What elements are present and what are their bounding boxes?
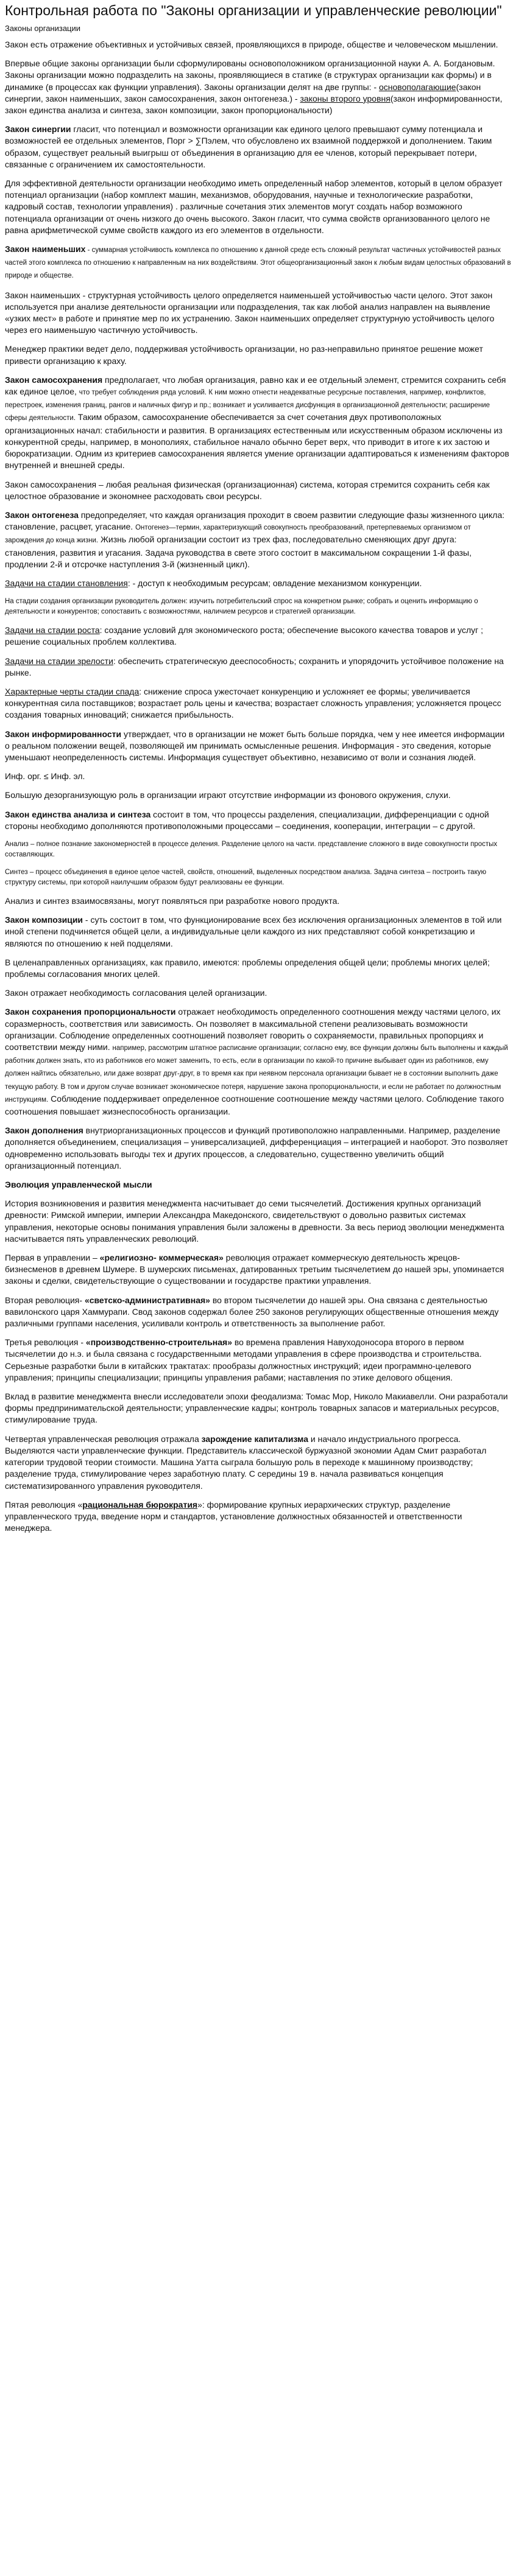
paragraph bbox=[5, 839, 511, 860]
text-run: (закон синергии, закон наименьших, закон самосохранения, закон онтогенеза.) - bbox=[5, 82, 481, 103]
text-run: Закон самосохранения – любая реальная физическая (организационная) система, которая стремится сохранить себя как целостное образование и экономнее расходовать свои ресурсы. bbox=[5, 479, 490, 501]
text-run: - суть состоит в том, что функционирование всех без исключения организационных элементов в той или иной степени подчиняется общей цели, а индивидуальные цели каждого из них представляют собой конкретизацию и являются по отношению к ней подцелями. bbox=[5, 915, 502, 948]
text-run: во втором тысячелетии до нашей эры. Она связана с деятельностью вавилонского царя Хаммурапи. Свод законов содержал более 250 законов регулирующих общественные отношения между различными группами населения, усиливали контроль и ответственность за выполнение работ. bbox=[5, 1295, 499, 1329]
text-run: Синтез – процесс объединения в единое целое частей, свойств, отношений, выделенных посредством анализа. Задача синтеза – построить такую структуру системы, при которой наилучшим образом будут реализованы ее функции. bbox=[5, 868, 487, 886]
bold-term: Закон единства анализа и синтеза bbox=[5, 809, 151, 819]
text-run: : снижение спроса ужесточает конкуренцию и усложняет ее формы; увеличивается конкурентная сила поставщиков; возрастает роль цены и качества; возрастает сложность управления; усложняется процесс создания товарных инноваций; снижается прибыльность. bbox=[5, 686, 501, 720]
paragraph bbox=[5, 1391, 511, 1426]
paragraph bbox=[5, 867, 511, 888]
text-run: состоит в том, что процессы разделения, специализации, дифференциации с одной стороны необходимо дополняются противоположными процессами – соединения, кооперации, интеграции – с другой. bbox=[5, 809, 489, 831]
underlined-term: основополагающие bbox=[379, 82, 456, 92]
paragraph bbox=[5, 374, 511, 472]
bold-term: Закон композиции bbox=[5, 915, 83, 925]
text-run: - bbox=[85, 247, 92, 254]
text-run: На стадии создания организации руководитель должен: изучить потребительский спрос на конкретном рынке; собрать и оценить информацию о деятельности и конкурентов; сопоставить с возможностями, наличием ресурсов и стратегией организации. bbox=[5, 598, 478, 616]
text-run: утверждает, что в организации не может быть больше порядка, чем у нее имеется информации о реальном положении вещей, позволяющей им принимать осмысленные решения. Информация - это сведения, которые уменьшают неопределенность системы. Информация существует объективно, независимо от воли и сознания людей. bbox=[5, 729, 505, 762]
text-run: Для эффективной деятельности организации необходимо иметь определенный набор элементов, который в целом образует потенциал организации (набор комплект машин, механизмов, оборудования, научные и технологические разработки, кадровый состав, технологии управления) . различные сочетания этих элементов могут создать набор возможного потенциала организации от очень низкого до очень высокого. Закон гласит, что сумма свойств организованного целого не равна арифметической сумме свойств каждого из его элементов в отдельности. bbox=[5, 178, 503, 235]
text-run: (закон информированности, закон единства анализа и синтеза, закон композиции, закон пропорциональности) bbox=[5, 93, 503, 116]
text-run: Жизнь любой организации состоит из трех фаз, последовательно сменяющих друг друга: становления, развития и угасания. Задача руководства в свете этого состоит в максимальном сокращении 1-й фазы, продлении 2-й и отсрочке наступления 3-й (жизненный цикл). bbox=[5, 534, 472, 569]
text-run: предполагает, что любая организация, равно как и ее отдельный элемент, стремится сохранить себя как единое целое, bbox=[5, 374, 506, 397]
paragraph bbox=[5, 789, 511, 801]
paragraph bbox=[5, 290, 511, 337]
paragraph bbox=[5, 343, 511, 366]
bold-term: Закон наименьших bbox=[5, 244, 86, 254]
paragraph bbox=[5, 178, 511, 236]
paragraph bbox=[5, 1433, 511, 1492]
paragraph bbox=[5, 39, 511, 51]
text-run: Анализ – полное познание закономерностей в процессе деления. Разделение целого на части. представление сложного в виде совокупности простых составляющих. bbox=[5, 840, 498, 858]
paragraph bbox=[5, 124, 511, 170]
paragraph bbox=[5, 1295, 511, 1330]
paragraph bbox=[5, 479, 511, 502]
underlined-term: Задачи на стадии роста bbox=[5, 625, 100, 635]
text-run: Инф. орг. ≤ Инф. эл. bbox=[5, 771, 85, 782]
paragraph bbox=[5, 578, 511, 589]
text-run: Впервые общие законы организации были сформулированы основоположником организационной науки А. А. Богдановым. Законы организации можно подразделить на законы, проявляющиеся в статике (в структурах организации как формы) и в динамике (в процессах как функции управления). Законы организации делят на две группы: - bbox=[5, 58, 495, 92]
text-run: Вклад в развитие менеджмента внесли исследователи эпохи феодализма: Томас Мор, Николо Макиавелли. Они разработали формы предпринимательской деятельности; управленческие кадры; контроль товарных запасов и материальных ресурсов, стимулирование труда. bbox=[5, 1391, 508, 1425]
paragraph bbox=[5, 1499, 511, 1535]
text-run: отражает необходимость определенного соотношения между частями целого, их соразмерность, соответствия или зависимость. Он позволяет в максимальной степени реализовывать возможности организации. Соблюдение определенных соотношений позволяет говорить о сохраняемости, правильных пропорциях и соответствии между ними. bbox=[5, 1007, 501, 1052]
bold-term: Эволюция управленческой мысли bbox=[5, 1180, 152, 1190]
paragraph bbox=[5, 1252, 511, 1287]
underlined-term: законы второго уровня bbox=[300, 93, 391, 103]
text-run: суммарная устойчивость комплекса по отношению к данной среде есть сложный результат частичных устойчивостей разных частей этого комплекса по отношению к направленным на них воздействиям. Этот общеорганизационный закон к любым видам целостных образований в природе и обществе. bbox=[5, 247, 511, 280]
text-run: : создание условий для экономического роста; обеспечение высокого качества товаров и услуг ; решение социальных проблем коллектива. bbox=[5, 625, 484, 647]
paragraph bbox=[5, 729, 511, 764]
paragraph bbox=[5, 1006, 511, 1118]
text-run: что требует соблюдения ряда условий. К ним можно отнести неадекватные ресурсные поставления, например, конфликтов, перестроек, изменения границ, рангов и наличных фигур и пр.; возникает и усиливается дисфункция в организационной деятельности; расширение сферы деятельности. bbox=[5, 389, 490, 422]
text-run: Третья революция - bbox=[5, 1337, 86, 1348]
page-title: Контрольная работа по "Законы организации и управленческие революции" bbox=[5, 2, 502, 18]
text-run: во времена правления Навуходоносора второго в первом тысячелетии до н.э. и была связана с государственными методами управления в сфере производства и строительства. Серьезные разработки были в китайских трактатах: прообразы должностных инструкций; идеи программно-целевого управления; принципы специализации; принципы управления рабами; наставления по этике делового общения. bbox=[5, 1337, 482, 1382]
text-run: Анализ и синтез взаимосвязаны, могут появляться при разработке нового продукта. bbox=[5, 895, 340, 906]
text-run: Онтогенез—термин, характеризующий совокупность преобразований, претерпеваемых организмом от зарождения до конца жизни. bbox=[5, 524, 471, 545]
underlined-term: Задачи на стадии становления bbox=[5, 578, 128, 588]
paragraph bbox=[5, 771, 511, 782]
text-run: Соблюдение поддерживает определенное соотношение соотношение между частями целого. Соблюдение такого соотношения повышает жизнеспособность организации. bbox=[5, 1093, 504, 1117]
text-run: и начало индустриального прогресса. Выделяются части управленческие функции. Представитель классической буржуазной экономии Адам Смит разработал категории трудовой теории стоимости. Машина Уатта сыграла большую роль в переходе к машинному производству; разделение труда, стимулирование через заработную плату. С середины 19 в. начала развиваться концепция систематизированного управления руководителя. bbox=[5, 1433, 487, 1491]
paragraph bbox=[5, 1125, 511, 1172]
bold-term: рациональная бюрократия bbox=[82, 1499, 198, 1510]
text-run: : - доступ к необходимым ресурсам; овладение механизмом конкуренции. bbox=[127, 578, 422, 588]
paragraph bbox=[5, 686, 511, 721]
bold-term: Закон самосохранения bbox=[5, 374, 103, 385]
text-run: Вторая революция- bbox=[5, 1295, 85, 1305]
bold-term: «религиозно- коммерческая» bbox=[99, 1253, 224, 1263]
text-run: Таким образом, самосохранение обеспечивается за счет сочетания двух противоположных организационных начал: стабильности и развития. В организациях естественным или искусственным образом исключены из конкурентной среды, например, в монополиях, стабильное начало обычно берет верх, что приводит в итоге к их застою и бюрократизации. Одним из критериев самосохранения является умение организации адаптироваться к изменениям факторов внутренней и внешней среды. bbox=[5, 412, 509, 471]
bold-term: Закон информированности bbox=[5, 729, 122, 739]
paragraph bbox=[5, 987, 511, 999]
paragraph bbox=[5, 243, 511, 282]
paragraph bbox=[5, 957, 511, 980]
paragraph bbox=[5, 1179, 511, 1191]
text-run: гласит, что потенциал и возможности организации как единого целого превышают сумму потенциала и возможностей ее отдельных элементов, Порг > ∑Пэлем, что обусловлено их взаимной поддержкой и дополнением. Таким образом, существует реальный выигрыш от объединения в организацию для ее членов, который перекрывает потери, связанные с ограничением их самостоятельности. bbox=[5, 124, 492, 169]
text-run: революция отражает коммерческую деятельность жрецов- бизнесменов в древнем Шумере. В шумерских письменах, датированных третьим тысячелетием до нашей эры, упоминается законы и сделки, свидетельствующие о существовании и государстве практики управления. bbox=[5, 1253, 504, 1286]
bold-term: зарождение капитализма bbox=[201, 1433, 309, 1444]
text-run: Закон отражает необходимость согласования целей организации. bbox=[5, 988, 267, 998]
paragraph bbox=[5, 58, 511, 116]
paragraph bbox=[5, 1198, 511, 1245]
text-run: »: формирование крупных иерархических структур, разделение управленческого труда, введение норм и стандартов, установление должностных обязанностей и ответственности менеджера. bbox=[5, 1499, 462, 1533]
text-run: предопределяет, что каждая организация проходит в своем развитии следующие фазы жизненного цикла: становление, расцвет, угасание. bbox=[5, 509, 505, 532]
section-subtitle: Законы организации bbox=[5, 24, 81, 33]
paragraph bbox=[5, 597, 511, 617]
bold-term: Закон дополнения bbox=[5, 1125, 83, 1136]
paragraph bbox=[5, 1337, 511, 1384]
text-run: Первая в управлении – bbox=[5, 1253, 100, 1263]
paragraph bbox=[5, 625, 511, 648]
bold-term: Закон синергии bbox=[5, 124, 71, 135]
underlined-term: Задачи на стадии зрелости bbox=[5, 656, 113, 666]
text-run: Закон наименьших - структурная устойчивость целого определяется наименьшей устойчивостью части целого. Этот закон используется при анализе деятельности организации или подразделения, так как любой анализ направлен на выявление «узких мест» в работе и принятие мер по их устранению. Закон наименьших определяет структурную устойчивость целого через его наименьшую частичную устойчивость. bbox=[5, 290, 495, 335]
text-run: История возникновения и развития менеджмента насчитывает до семи тысячелетий. Достижения крупных организаций древности: Римской империи, империи Александра Македонского, свидетельствуют о довольно развитых системах управления, некоторые основы понимания управления были заложены в древности. За весь период эволюции менеджмента насчитывается пять управленческих революций. bbox=[5, 1199, 504, 1244]
paragraph bbox=[5, 509, 511, 570]
text-run: В целенаправленных организациях, как правило, имеются: проблемы определения общей цели; проблемы многих целей; проблемы согласования многих целей. bbox=[5, 957, 490, 979]
bold-term: «светско-административная» bbox=[84, 1295, 210, 1305]
bold-term: Закон сохранения пропорциональности bbox=[5, 1007, 176, 1017]
paragraph bbox=[5, 809, 511, 832]
text-run: Большую дезорганизующую роль в организации играют отсутствие информации из фонового окружения, слухи. bbox=[5, 790, 451, 800]
text-run: Четвертая управленческая революция отражала bbox=[5, 1433, 202, 1444]
paragraph bbox=[5, 895, 511, 907]
text-run: Пятая революция « bbox=[5, 1499, 83, 1510]
paragraph bbox=[5, 656, 511, 679]
text-run: внутриорганизационных процессов и функций противоположно направленными. Например, разделение дополняется объединением, специализация – универсализацией, дифференциация – интеграцией и наоборот. Это позволяет одновременно использовать выгоды тех и других процессов, а следовательно, существенно увеличить общий организационный потенциал. bbox=[5, 1125, 509, 1171]
paragraph bbox=[5, 914, 511, 950]
text-run: Менеджер практики ведет дело, поддерживая устойчивость организации, но раз-неправильно принятое решение может привести организацию к краху. bbox=[5, 344, 483, 366]
text-run: например, рассмотрим штатное расписание организации; согласно ему, все функции должны быть выполнены и каждый работник должен знать, кто из работников его может заменить, то есть, если в организации по какой-то причине выбывает один из работников, ему должен найтись обязательно, или даже возврат друг-друг, в то время как при неявном персонала организации бывает не в состоянии выполнить даже текущую работу. В том и другом случае возникает экономическое потеря, нарушение закона пропорциональности, и если не работает по должностным инструкциям. bbox=[5, 1045, 508, 1104]
article-body bbox=[5, 39, 511, 1534]
underlined-term: Характерные черты стадии спада bbox=[5, 686, 140, 696]
bold-term: «производственно-строительная» bbox=[85, 1337, 232, 1348]
text-run: : обеспечить стратегическую дееспособность; сохранить и упорядочить устойчивое положение на рынке. bbox=[5, 656, 504, 677]
text-run: Закон есть отражение объективных и устойчивых связей, проявляющихся в природе, обществе и человеческом мышлении. bbox=[5, 40, 498, 49]
bold-term: Закон онтогенеза bbox=[5, 509, 79, 520]
